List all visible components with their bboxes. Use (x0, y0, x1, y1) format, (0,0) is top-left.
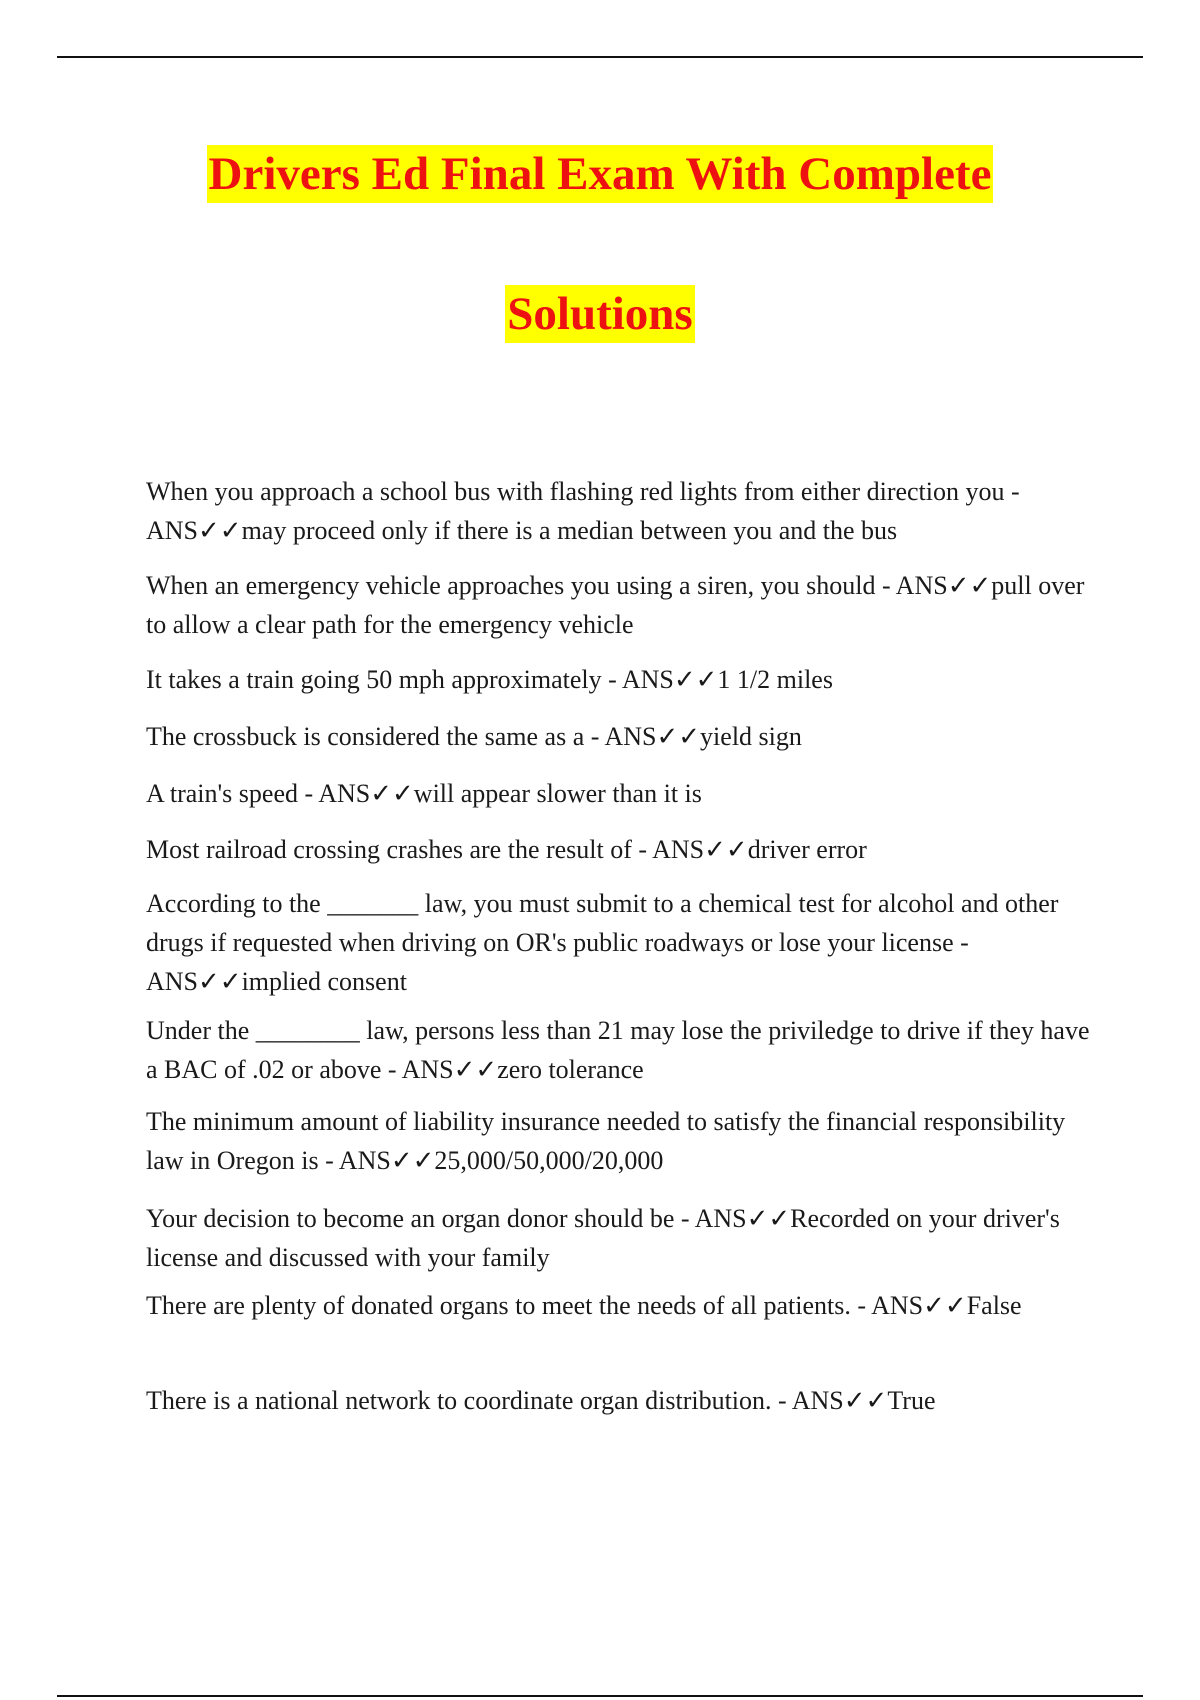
title-line-2 (0, 285, 1200, 343)
qa-item: Under the ________ law, persons less than 21 may lose the priviledge to drive if they have a BAC of .02 or above - ANS✓✓zero tolerance (146, 1016, 1090, 1084)
qa-item: When an emergency vehicle approaches you using a siren, you should - ANS✓✓pull over to allow a clear path for the emergency vehicle (146, 571, 1085, 639)
qa-item: Your decision to become an organ donor should be - ANS✓✓Recorded on your driver's license and discussed with your family (146, 1204, 1060, 1272)
title-line-1 (0, 145, 1200, 203)
qa-item: There is a national network to coordinate organ distribution. - ANS✓✓True (146, 1386, 936, 1415)
document-title-part-2: Solutions (505, 285, 694, 343)
top-rule (57, 56, 1143, 58)
qa-item: There are plenty of donated organs to meet the needs of all patients. - ANS✓✓False (146, 1291, 1022, 1320)
qa-item: The crossbuck is considered the same as a - ANS✓✓yield sign (146, 722, 802, 751)
document-title-part-1: Drivers Ed Final Exam With Complete (207, 145, 994, 203)
qa-item: It takes a train going 50 mph approximately - ANS✓✓1 1/2 miles (146, 665, 833, 694)
qa-item: When you approach a school bus with flashing red lights from either direction you - ANS✓✓may proceed only if there is a median between you and the bus (146, 477, 1020, 545)
qa-item: According to the _______ law, you must submit to a chemical test for alcohol and other drugs if requested when driving on OR's public roadways or lose your license - ANS✓✓implied consent (146, 889, 1059, 996)
qa-item: Most railroad crossing crashes are the result of - ANS✓✓driver error (146, 835, 867, 864)
bottom-rule (57, 1695, 1143, 1697)
qa-item: The minimum amount of liability insurance needed to satisfy the financial responsibility law in Oregon is - ANS✓✓25,000/50,000/20,000 (146, 1107, 1066, 1175)
qa-item: A train's speed - ANS✓✓will appear slower than it is (146, 779, 702, 808)
